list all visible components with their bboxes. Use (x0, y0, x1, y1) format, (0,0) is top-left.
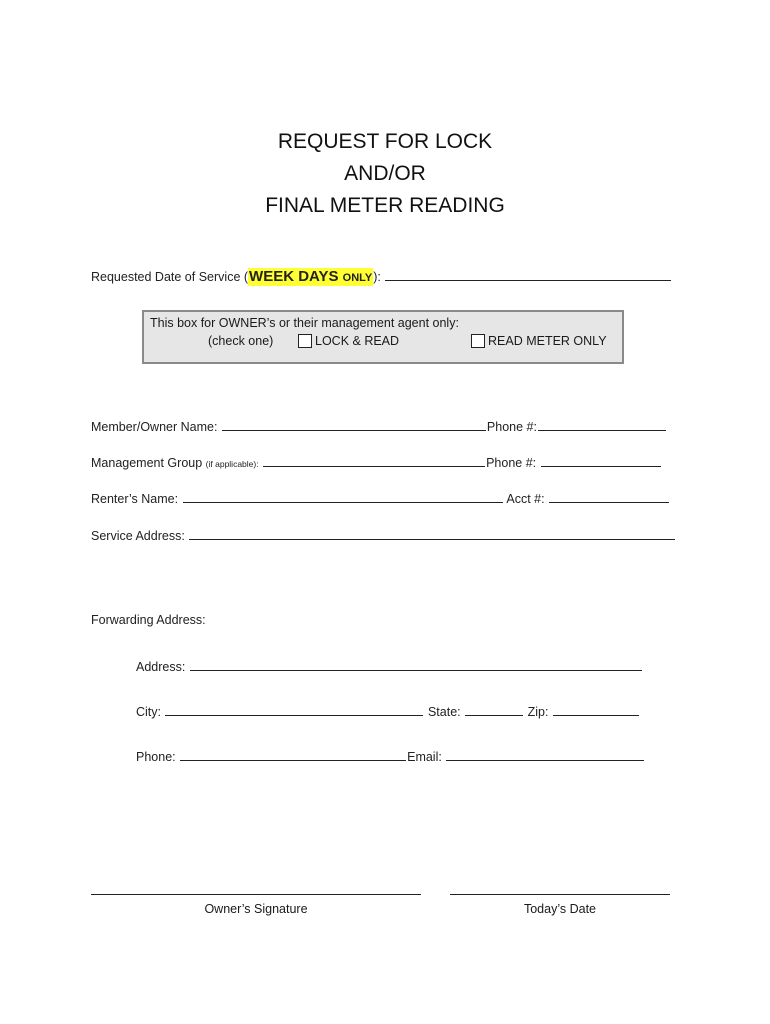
read-meter-only-option[interactable] (471, 334, 607, 348)
management-group-field[interactable] (263, 454, 485, 467)
state-field[interactable] (465, 703, 523, 716)
forwarding-heading: Forwarding Address: (91, 613, 206, 627)
if-applicable-note: (if applicable): (205, 459, 259, 469)
acct-label: Acct #: (506, 492, 545, 506)
forwarding-address-label: Address: (136, 660, 186, 674)
member-owner-row (91, 418, 667, 434)
lock-read-checkbox[interactable] (298, 334, 312, 348)
forwarding-address-row (136, 658, 643, 674)
zip-label: Zip: (527, 705, 549, 719)
email-label: Email: (407, 750, 442, 764)
title-line-2: AND/OR (344, 162, 426, 185)
phone-label-1: Phone #: (486, 420, 537, 434)
renters-name-label: Renter’s Name: (91, 492, 179, 506)
service-address-field[interactable] (189, 527, 675, 540)
management-group-label: Management Group (91, 456, 203, 470)
owner-box (142, 310, 624, 364)
renters-name-field[interactable] (183, 490, 503, 503)
owner-signature-label: Owner’s Signature (204, 902, 308, 916)
service-date-label: Requested Date of Service ( (91, 270, 249, 284)
todays-date-field[interactable] (450, 893, 670, 895)
read-meter-only-label: READ METER ONLY (488, 334, 607, 348)
member-owner-field[interactable] (222, 418, 486, 431)
email-field[interactable] (446, 748, 644, 761)
service-address-row (91, 527, 676, 543)
forwarding-phone-label: Phone: (136, 750, 176, 764)
acct-field[interactable] (549, 490, 669, 503)
owner-signature-field[interactable] (91, 893, 421, 895)
forwarding-address-field[interactable] (190, 658, 642, 671)
owner-signature-block (91, 893, 421, 916)
city-state-zip-row (136, 703, 640, 719)
renters-name-row (91, 490, 670, 506)
management-group-row (91, 454, 662, 470)
service-date-row: Requested Date of Service (WEEK DAYS ONLY): (91, 268, 672, 285)
service-date-field[interactable] (385, 268, 671, 281)
form-title (0, 126, 770, 222)
service-address-label: Service Address: (91, 529, 185, 543)
lock-read-option[interactable] (298, 334, 399, 348)
state-label: State: (427, 705, 461, 719)
member-owner-label: Member/Owner Name: (91, 420, 218, 434)
phone-field-1[interactable] (538, 418, 666, 431)
phone-label-2: Phone #: (486, 456, 537, 470)
week-days-highlight: WEEK DAYS ONLY (249, 268, 373, 285)
check-one-label: (check one) (208, 334, 274, 348)
city-label: City: (136, 705, 161, 719)
city-field[interactable] (165, 703, 423, 716)
phone-field-2[interactable] (541, 454, 661, 467)
title-line-3: FINAL METER READING (265, 194, 505, 217)
todays-date-label: Today’s Date (523, 902, 597, 916)
phone-email-row (136, 748, 645, 764)
forwarding-phone-field[interactable] (180, 748, 406, 761)
lock-read-label: LOCK & READ (315, 334, 400, 348)
owner-box-instructions: This box for OWNER’s or their management agent only: (150, 316, 459, 330)
read-meter-only-checkbox[interactable] (471, 334, 485, 348)
title-line-1: REQUEST FOR LOCK (277, 130, 493, 153)
todays-date-block (450, 893, 670, 916)
zip-field[interactable] (553, 703, 639, 716)
